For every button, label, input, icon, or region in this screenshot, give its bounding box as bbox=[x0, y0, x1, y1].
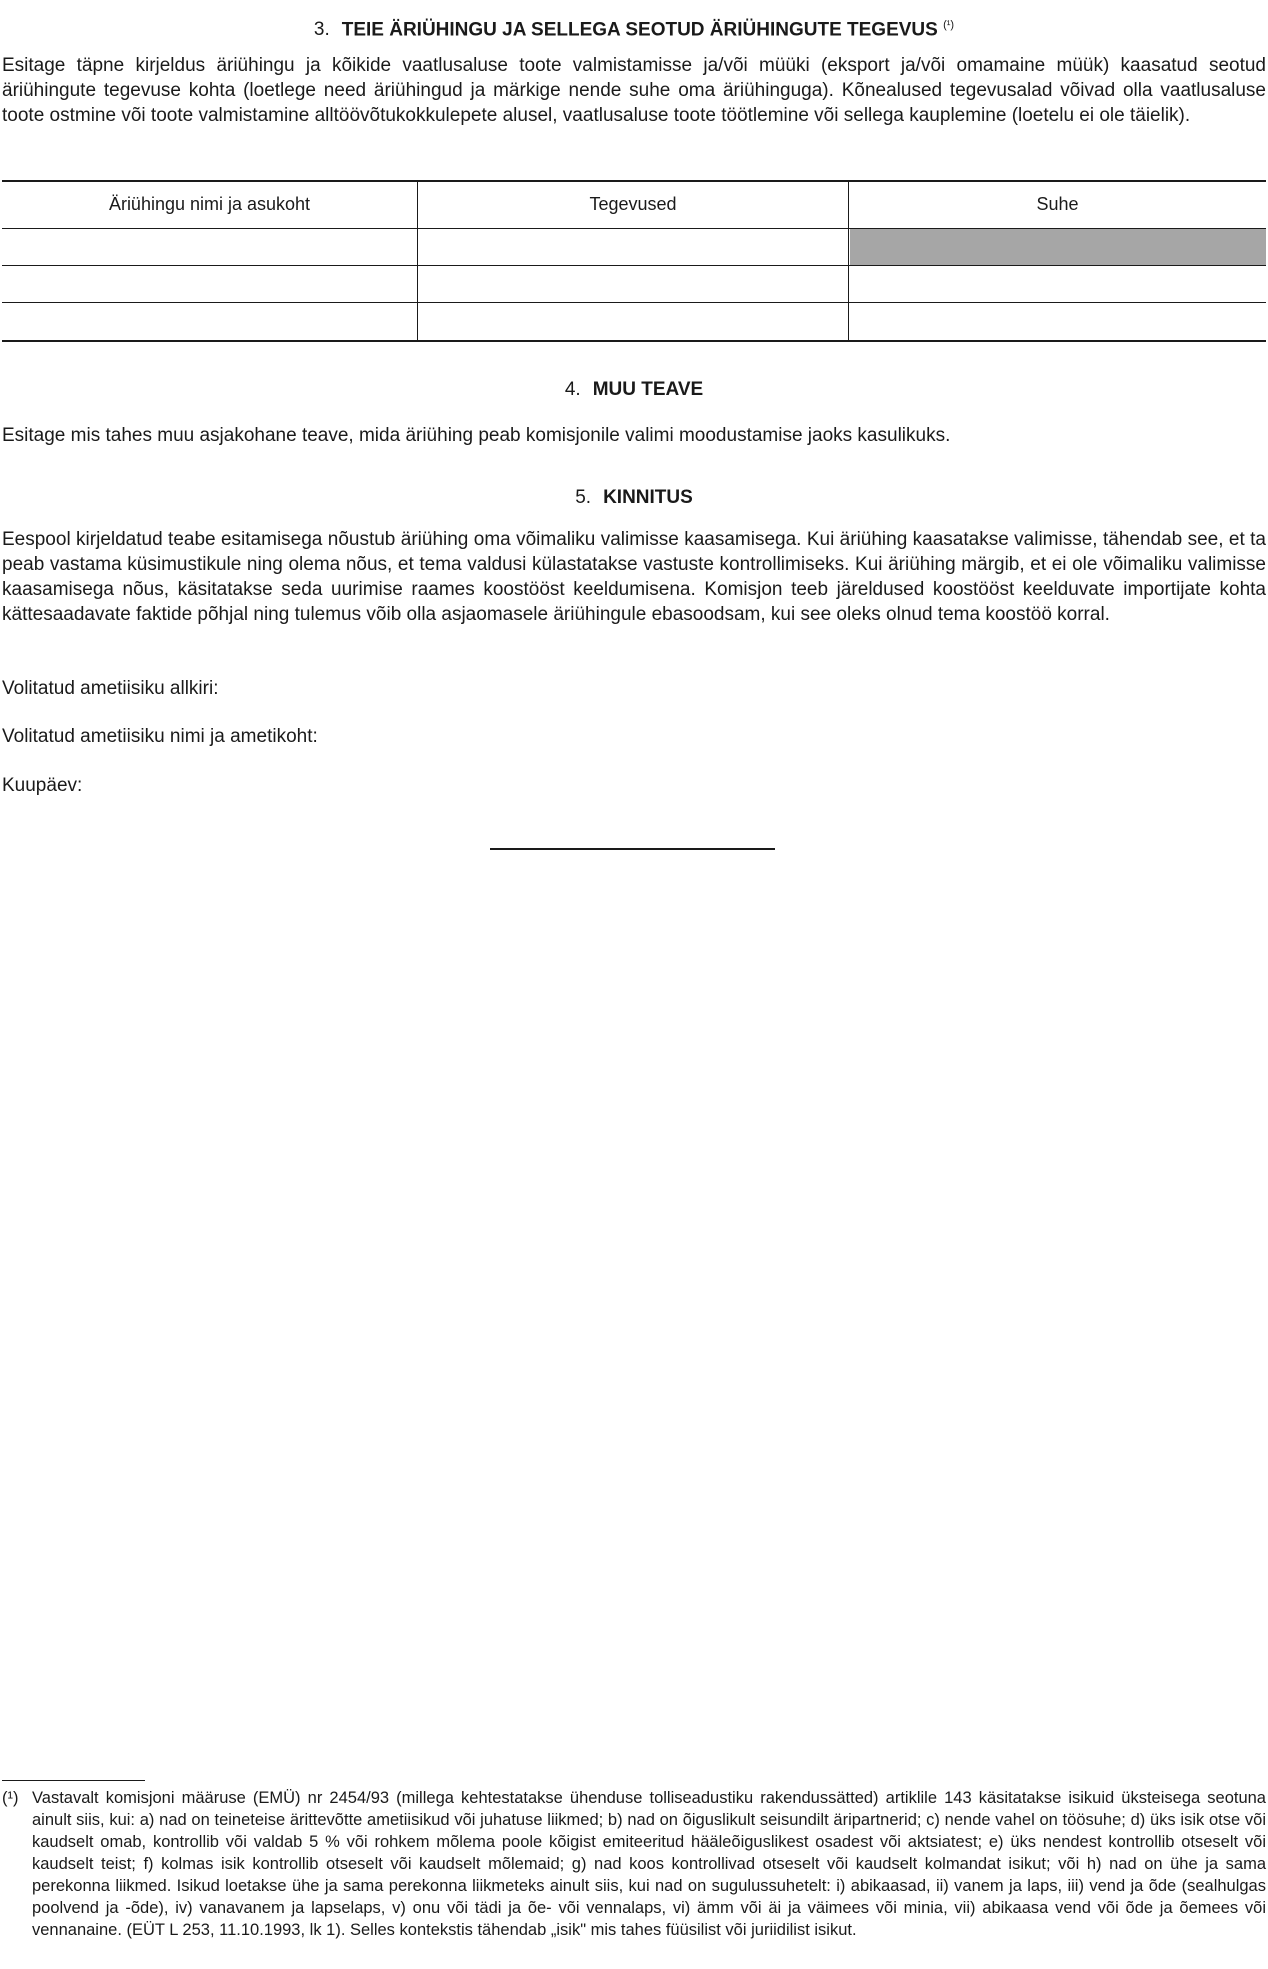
name-title-label: Volitatud ametiisiku nimi ja ametikoht: bbox=[2, 726, 318, 747]
table-header-company: Äriühingu nimi ja asukoht bbox=[108, 194, 311, 214]
section-4-heading bbox=[0, 377, 1268, 403]
section-5-heading bbox=[0, 485, 1268, 511]
table-row-divider bbox=[2, 302, 1266, 303]
section-3-title: TEIE ÄRIÜHINGU JA SELLEGA SEOTUD ÄRIÜHINGUTE TEGEVUS bbox=[341, 19, 938, 41]
footnote-reference[interactable]: (¹) bbox=[943, 19, 955, 31]
section-5-title: KINNITUS bbox=[603, 487, 693, 508]
section-3-body: Esitage täpne kirjeldus äriühingu ja kõikide vaatlusaluse toote valmistamisse ja/või müüki (eksport ja/või omamaine müük) kaasatud seotud äriühingute tegevuse kohta (loetlege need äriühingud ja märkige nende suhe oma äriühinguga). Kõnealused tegevusalad võivad olla vaatlusaluse toote ostmine või toote valmistamine alltöövõtukokkulepete alusel, vaatlusaluse toote töötlemine või sellega kauplemine (loetelu ei ole täielik). bbox=[2, 55, 1266, 126]
table-top-border bbox=[2, 180, 1266, 182]
signature-label: Volitatud ametiisiku allkiri: bbox=[2, 678, 219, 699]
section-3-heading bbox=[0, 12, 1268, 43]
shaded-cell bbox=[850, 229, 1266, 265]
table-row-divider bbox=[2, 265, 1266, 266]
date-label: Kuupäev: bbox=[2, 775, 83, 796]
table-header-relation: Suhe bbox=[1036, 194, 1079, 214]
section-4-body: Esitage mis tahes muu asjakohane teave, mida äriühing peab komisjonile valimi moodustamise jaoks kasulikuks. bbox=[2, 425, 951, 446]
table-header-activities: Tegevused bbox=[589, 194, 677, 214]
section-4-number: 4. bbox=[564, 379, 581, 400]
section-4-title: MUU TEAVE bbox=[592, 379, 704, 400]
footnote-mark: (¹) bbox=[2, 1789, 19, 1807]
footnote-rule bbox=[2, 1780, 145, 1781]
activities-table bbox=[2, 180, 1266, 342]
footnote-text: Vastavalt komisjoni määruse (EMÜ) nr 2454/93 (millega kehtestatakse ühenduse tolliseadustiku rakendussätted) artiklile 143 käsitatakse isikuid üksteisega seotuna ainult siis, kui: a) nad on teineteise ärittevõtte ametiisikud või juhatuse liikmed; b) nad on õiguslikult seisundilt äripartnerid; c) nende vahel on töösuhe; d) üks isik otse või kaudselt omab, kontrollib või valdab 5 % või rohkem mõlema poole kõigist emiteeritud hääleõiguslikest osadest või aktsiatest; e) üks nendest kontrollib otseselt või kaudselt teist; f) kolmas isik kontrollib otseselt või kaudselt mõlemaid; g) nad koos kontrollivad otseselt või kaudselt kolmandat isikut; või h) nad on ühe ja sama perekonna liikmed. Isikud loetakse ühe ja sama perekonna liikmeteks ainult siis, kui nad on sugulussuhetelt: i) abikaasad, ii) vanem ja laps, iii) vend ja õde (sealhulgas poolvend ja -õde), iv) vanavanem ja lapselaps, v) onu või tädi ja õe- või vennalaps, vi) ämm või äi ja väimees või minia, vii) abikaasa vend või õde ja õemees või vennanaine. (EÜT L 253, 11.10.1993, lk 1). Selles kontekstis tähendab „isik" mis tahes füüsilist või juriidilist isikut. bbox=[32, 1789, 1266, 1939]
end-rule bbox=[490, 848, 775, 850]
section-5-number: 5. bbox=[575, 487, 592, 508]
section-3-number: 3. bbox=[313, 19, 330, 41]
section-5-body: Eespool kirjeldatud teabe esitamisega nõustub äriühing oma võimaliku valimisse kaasamisega. Kui äriühing kaasatakse valimisse, tähendab see, et ta peab vastama küsimustikule ning olema nõus, et tema valdusi külastatakse vastuste kontrollimiseks. Kui äriühing märgib, et ei ole võimaliku valimisse kaasamisega nõus, käsitatakse seda uurimise raames koostööst keeldumisena. Komisjon teeb järeldused koostööst keelduvate importijate kohta kättesaadavate faktide põhjal ning tulemus võib olla asjaomasele äriühingule ebasoodsam, kui see oleks olnud tema koostöö korral. bbox=[2, 529, 1266, 625]
table-bottom-border bbox=[2, 340, 1266, 342]
footnote bbox=[2, 1787, 1266, 1941]
